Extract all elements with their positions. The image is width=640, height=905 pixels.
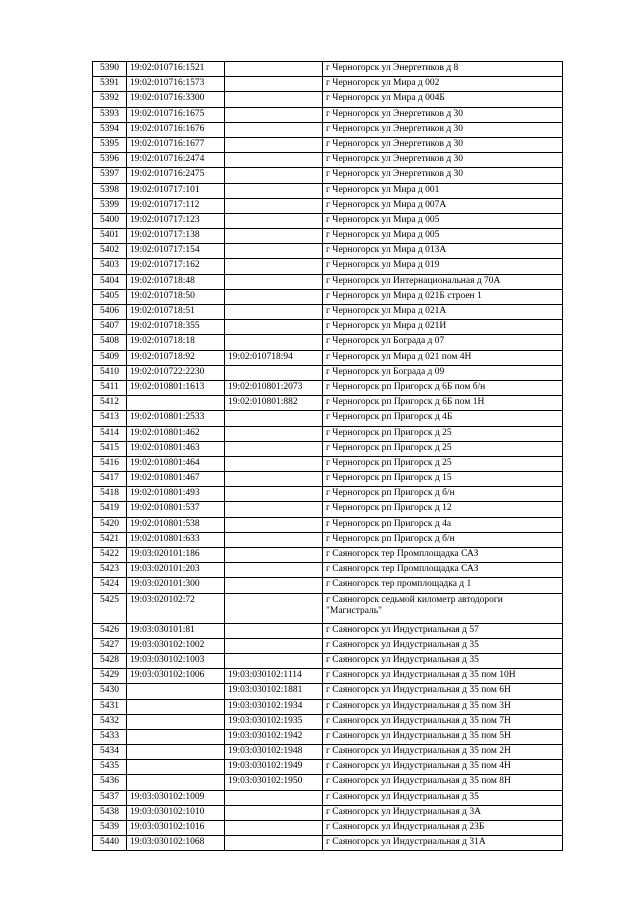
premises-cadastral-number-cell — [225, 153, 323, 168]
address-cell: г Саяногорск ул Индустриальная д 35 пом 6Н — [323, 684, 563, 699]
premises-cadastral-number-cell — [225, 229, 323, 244]
address-cell: г Черногорск рп Пригорск д б/н — [323, 532, 563, 547]
row-number-cell: 5394 — [93, 122, 127, 137]
row-number-cell: 5404 — [93, 274, 127, 289]
row-number-cell: 5435 — [93, 760, 127, 775]
cadastral-number-cell: 19:02:010718:50 — [127, 289, 225, 304]
table-row — [93, 244, 563, 259]
address-cell: г Саяногорск ул Индустриальная д 35 пом 8Н — [323, 775, 563, 790]
cadastral-number-cell: 19:03:030101:81 — [127, 623, 225, 638]
premises-cadastral-number-cell — [225, 411, 323, 426]
address-cell: г Саяногорск ул Индустриальная д 57 — [323, 623, 563, 638]
table-row — [93, 289, 563, 304]
table-row — [93, 77, 563, 92]
row-number-cell: 5433 — [93, 729, 127, 744]
address-cell: г Черногорск рп Пригорск д 12 — [323, 502, 563, 517]
address-cell: г Черногорск рп Пригорск д 4а — [323, 517, 563, 532]
table-row — [93, 532, 563, 547]
premises-cadastral-number-cell: 19:02:010801:882 — [225, 396, 323, 411]
cadastral-number-cell: 19:02:010717:112 — [127, 198, 225, 213]
table-row — [93, 320, 563, 335]
cadastral-number-cell: 19:02:010801:493 — [127, 487, 225, 502]
table-row — [93, 198, 563, 213]
row-number-cell: 5409 — [93, 350, 127, 365]
address-cell: г Черногорск ул Энергетиков д 8 — [323, 62, 563, 77]
table-row — [93, 259, 563, 274]
cadastral-number-cell: 19:02:010717:154 — [127, 244, 225, 259]
table-row — [93, 396, 563, 411]
cadastral-number-cell: 19:02:010716:1573 — [127, 77, 225, 92]
cadastral-number-cell: 19:02:010718:355 — [127, 320, 225, 335]
table-row — [93, 502, 563, 517]
row-number-cell: 5422 — [93, 548, 127, 563]
address-cell: г Черногорск ул Энергетиков д 30 — [323, 122, 563, 137]
premises-cadastral-number-cell — [225, 168, 323, 183]
row-number-cell: 5390 — [93, 62, 127, 77]
cadastral-number-cell: 19:02:010716:3300 — [127, 92, 225, 107]
table-row — [93, 653, 563, 668]
row-number-cell: 5423 — [93, 563, 127, 578]
table-row — [93, 669, 563, 684]
premises-cadastral-number-cell — [225, 836, 323, 851]
cadastral-number-cell — [127, 760, 225, 775]
address-cell: г Черногорск рп Пригорск д 15 — [323, 472, 563, 487]
registry-table-body — [93, 62, 563, 851]
address-cell: г Саяногорск ул Индустриальная д 35 пом 2Н — [323, 745, 563, 760]
row-number-cell: 5396 — [93, 153, 127, 168]
row-number-cell: 5416 — [93, 456, 127, 471]
row-number-cell: 5406 — [93, 305, 127, 320]
premises-cadastral-number-cell — [225, 563, 323, 578]
address-cell: г Черногорск ул Энергетиков д 30 — [323, 168, 563, 183]
table-row — [93, 578, 563, 593]
address-cell: г Черногорск рп Пригорск д 6Б пом 1Н — [323, 396, 563, 411]
address-cell: г Саяногорск ул Индустриальная д 35 — [323, 653, 563, 668]
premises-cadastral-number-cell — [225, 365, 323, 380]
table-row — [93, 122, 563, 137]
table-row — [93, 456, 563, 471]
table-row — [93, 335, 563, 350]
table-row — [93, 168, 563, 183]
address-cell: г Черногорск ул Энергетиков д 30 — [323, 137, 563, 152]
premises-cadastral-number-cell — [225, 426, 323, 441]
premises-cadastral-number-cell — [225, 198, 323, 213]
cadastral-number-cell — [127, 729, 225, 744]
cadastral-number-cell: 19:02:010718:51 — [127, 305, 225, 320]
row-number-cell: 5412 — [93, 396, 127, 411]
cadastral-number-cell: 19:02:010718:92 — [127, 350, 225, 365]
cadastral-number-cell: 19:03:020102:72 — [127, 593, 225, 623]
row-number-cell: 5410 — [93, 365, 127, 380]
address-cell: г Черногорск ул Энергетиков д 30 — [323, 153, 563, 168]
cadastral-number-cell: 19:02:010801:467 — [127, 472, 225, 487]
row-number-cell: 5437 — [93, 790, 127, 805]
table-row — [93, 183, 563, 198]
table-row — [93, 821, 563, 836]
table-row — [93, 350, 563, 365]
table-row — [93, 638, 563, 653]
premises-cadastral-number-cell — [225, 335, 323, 350]
row-number-cell: 5407 — [93, 320, 127, 335]
row-number-cell: 5393 — [93, 107, 127, 122]
premises-cadastral-number-cell — [225, 548, 323, 563]
row-number-cell: 5411 — [93, 380, 127, 395]
cadastral-number-cell: 19:03:020101:186 — [127, 548, 225, 563]
table-row — [93, 836, 563, 851]
address-cell: г Саяногорск тер Промплощадка САЗ — [323, 548, 563, 563]
address-cell: г Саяногорск ул Индустриальная д 35 пом 5Н — [323, 729, 563, 744]
address-cell: г Черногорск ул Мира д 004Б — [323, 92, 563, 107]
row-number-cell: 5414 — [93, 426, 127, 441]
row-number-cell: 5398 — [93, 183, 127, 198]
row-number-cell: 5427 — [93, 638, 127, 653]
cadastral-number-cell: 19:02:010716:2475 — [127, 168, 225, 183]
premises-cadastral-number-cell — [225, 472, 323, 487]
row-number-cell: 5418 — [93, 487, 127, 502]
row-number-cell: 5392 — [93, 92, 127, 107]
row-number-cell: 5438 — [93, 805, 127, 820]
premises-cadastral-number-cell — [225, 456, 323, 471]
address-cell: г Саяногорск ул Индустриальная д 23Б — [323, 821, 563, 836]
premises-cadastral-number-cell — [225, 107, 323, 122]
table-row — [93, 472, 563, 487]
row-number-cell: 5436 — [93, 775, 127, 790]
row-number-cell: 5405 — [93, 289, 127, 304]
premises-cadastral-number-cell — [225, 62, 323, 77]
address-cell: г Саяногорск ул Индустриальная д 35 пом 7Н — [323, 714, 563, 729]
row-number-cell: 5425 — [93, 593, 127, 623]
table-row — [93, 153, 563, 168]
premises-cadastral-number-cell — [225, 805, 323, 820]
premises-cadastral-number-cell — [225, 122, 323, 137]
table-row — [93, 714, 563, 729]
row-number-cell: 5428 — [93, 653, 127, 668]
row-number-cell: 5432 — [93, 714, 127, 729]
premises-cadastral-number-cell — [225, 305, 323, 320]
table-row — [93, 517, 563, 532]
address-cell: г Саяногорск седьмой километр автодороги "Магистраль" — [323, 593, 563, 623]
table-row — [93, 380, 563, 395]
premises-cadastral-number-cell — [225, 289, 323, 304]
table-row — [93, 62, 563, 77]
address-cell: г Черногорск ул Мира д 021 пом 4Н — [323, 350, 563, 365]
premises-cadastral-number-cell — [225, 77, 323, 92]
cadastral-number-cell: 19:02:010717:101 — [127, 183, 225, 198]
premises-cadastral-number-cell — [225, 578, 323, 593]
cadastral-number-cell: 19:03:030102:1009 — [127, 790, 225, 805]
address-cell: г Черногорск ул Мира д 019 — [323, 259, 563, 274]
premises-cadastral-number-cell: 19:03:030102:1942 — [225, 729, 323, 744]
table-row — [93, 548, 563, 563]
address-cell: г Саяногорск ул Индустриальная д 31А — [323, 836, 563, 851]
address-cell: г Саяногорск ул Индустриальная д 35 — [323, 638, 563, 653]
cadastral-number-cell: 19:02:010716:1676 — [127, 122, 225, 137]
cadastral-number-cell: 19:03:030102:1010 — [127, 805, 225, 820]
address-cell: г Черногорск ул Мира д 001 — [323, 183, 563, 198]
premises-cadastral-number-cell — [225, 593, 323, 623]
table-row — [93, 137, 563, 152]
cadastral-number-cell: 19:02:010717:162 — [127, 259, 225, 274]
premises-cadastral-number-cell — [225, 517, 323, 532]
cadastral-number-cell — [127, 775, 225, 790]
table-row — [93, 365, 563, 380]
premises-cadastral-number-cell — [225, 92, 323, 107]
table-row — [93, 229, 563, 244]
table-row — [93, 213, 563, 228]
address-cell: г Саяногорск тер Промплощадка САЗ — [323, 563, 563, 578]
cadastral-number-cell: 19:02:010722:2230 — [127, 365, 225, 380]
address-cell: г Саяногорск ул Индустриальная д 35 пом 10Н — [323, 669, 563, 684]
address-cell: г Саяногорск ул Индустриальная д 35 — [323, 790, 563, 805]
registry-table — [92, 61, 563, 851]
row-number-cell: 5415 — [93, 441, 127, 456]
premises-cadastral-number-cell — [225, 244, 323, 259]
address-cell: г Черногорск ул Мира д 021И — [323, 320, 563, 335]
table-row — [93, 426, 563, 441]
address-cell: г Черногорск ул Интернациональная д 70А — [323, 274, 563, 289]
row-number-cell: 5417 — [93, 472, 127, 487]
premises-cadastral-number-cell — [225, 790, 323, 805]
row-number-cell: 5439 — [93, 821, 127, 836]
premises-cadastral-number-cell — [225, 213, 323, 228]
premises-cadastral-number-cell — [225, 502, 323, 517]
address-cell: г Черногорск рп Пригорск д 4Б — [323, 411, 563, 426]
address-cell: г Саяногорск ул Индустриальная д 35 пом 4Н — [323, 760, 563, 775]
address-cell: г Черногорск рп Пригорск д 25 — [323, 456, 563, 471]
cadastral-number-cell: 19:02:010716:2474 — [127, 153, 225, 168]
row-number-cell: 5434 — [93, 745, 127, 760]
address-cell: г Саяногорск ул Индустриальная д 35 пом 3Н — [323, 699, 563, 714]
row-number-cell: 5431 — [93, 699, 127, 714]
address-cell: г Черногорск ул Мира д 002 — [323, 77, 563, 92]
row-number-cell: 5399 — [93, 198, 127, 213]
cadastral-number-cell: 19:02:010716:1677 — [127, 137, 225, 152]
row-number-cell: 5401 — [93, 229, 127, 244]
premises-cadastral-number-cell: 19:03:030102:1935 — [225, 714, 323, 729]
premises-cadastral-number-cell: 19:03:030102:1934 — [225, 699, 323, 714]
table-row — [93, 623, 563, 638]
premises-cadastral-number-cell — [225, 653, 323, 668]
address-cell: г Черногорск ул Бограда д 07 — [323, 335, 563, 350]
cadastral-number-cell: 19:02:010801:537 — [127, 502, 225, 517]
address-cell: г Черногорск ул Энергетиков д 30 — [323, 107, 563, 122]
address-cell: г Черногорск рп Пригорск д б/н — [323, 487, 563, 502]
address-cell: г Саяногорск ул Индустриальная д 3А — [323, 805, 563, 820]
address-cell: г Черногорск ул Мира д 021А — [323, 305, 563, 320]
address-cell: г Черногорск рп Пригорск д 6Б пом б/н — [323, 380, 563, 395]
row-number-cell: 5429 — [93, 669, 127, 684]
address-cell: г Черногорск ул Мира д 007А — [323, 198, 563, 213]
table-row — [93, 563, 563, 578]
cadastral-number-cell — [127, 699, 225, 714]
premises-cadastral-number-cell: 19:02:010718:94 — [225, 350, 323, 365]
premises-cadastral-number-cell — [225, 274, 323, 289]
cadastral-number-cell: 19:02:010801:633 — [127, 532, 225, 547]
table-row — [93, 441, 563, 456]
cadastral-number-cell: 19:02:010718:48 — [127, 274, 225, 289]
cadastral-number-cell: 19:03:030102:1003 — [127, 653, 225, 668]
table-row — [93, 274, 563, 289]
premises-cadastral-number-cell: 19:02:010801:2073 — [225, 380, 323, 395]
cadastral-number-cell: 19:02:010716:1675 — [127, 107, 225, 122]
premises-cadastral-number-cell — [225, 623, 323, 638]
cadastral-number-cell: 19:03:020101:300 — [127, 578, 225, 593]
table-row — [93, 745, 563, 760]
row-number-cell: 5391 — [93, 77, 127, 92]
cadastral-number-cell: 19:02:010801:464 — [127, 456, 225, 471]
table-row — [93, 305, 563, 320]
table-row — [93, 790, 563, 805]
table-row — [93, 92, 563, 107]
table-row — [93, 411, 563, 426]
cadastral-number-cell: 19:03:030102:1016 — [127, 821, 225, 836]
row-number-cell: 5421 — [93, 532, 127, 547]
premises-cadastral-number-cell — [225, 183, 323, 198]
premises-cadastral-number-cell: 19:03:030102:1949 — [225, 760, 323, 775]
cadastral-number-cell — [127, 684, 225, 699]
cadastral-number-cell: 19:03:020101:203 — [127, 563, 225, 578]
premises-cadastral-number-cell — [225, 821, 323, 836]
cadastral-number-cell: 19:02:010801:2533 — [127, 411, 225, 426]
row-number-cell: 5403 — [93, 259, 127, 274]
premises-cadastral-number-cell — [225, 638, 323, 653]
table-row — [93, 699, 563, 714]
premises-cadastral-number-cell — [225, 441, 323, 456]
address-cell: г Черногорск ул Мира д 013А — [323, 244, 563, 259]
address-cell: г Черногорск ул Мира д 005 — [323, 229, 563, 244]
row-number-cell: 5440 — [93, 836, 127, 851]
premises-cadastral-number-cell: 19:03:030102:1948 — [225, 745, 323, 760]
table-row — [93, 593, 563, 623]
row-number-cell: 5424 — [93, 578, 127, 593]
table-row — [93, 107, 563, 122]
address-cell: г Черногорск рп Пригорск д 25 — [323, 441, 563, 456]
cadastral-number-cell: 19:03:030102:1006 — [127, 669, 225, 684]
cadastral-number-cell — [127, 714, 225, 729]
address-cell: г Саяногорск тер промплощадка д 1 — [323, 578, 563, 593]
cadastral-number-cell: 19:02:010717:123 — [127, 213, 225, 228]
address-cell: г Черногорск рп Пригорск д 25 — [323, 426, 563, 441]
cadastral-number-cell: 19:02:010801:462 — [127, 426, 225, 441]
cadastral-number-cell: 19:02:010716:1521 — [127, 62, 225, 77]
row-number-cell: 5400 — [93, 213, 127, 228]
address-cell: г Черногорск ул Мира д 005 — [323, 213, 563, 228]
table-row — [93, 805, 563, 820]
table-row — [93, 684, 563, 699]
row-number-cell: 5402 — [93, 244, 127, 259]
row-number-cell: 5397 — [93, 168, 127, 183]
table-row — [93, 729, 563, 744]
address-cell: г Черногорск ул Мира д 021Б строен 1 — [323, 289, 563, 304]
cadastral-number-cell: 19:02:010801:538 — [127, 517, 225, 532]
address-cell: г Черногорск ул Бограда д 09 — [323, 365, 563, 380]
cadastral-number-cell: 19:03:030102:1002 — [127, 638, 225, 653]
cadastral-number-cell: 19:02:010718:18 — [127, 335, 225, 350]
row-number-cell: 5408 — [93, 335, 127, 350]
premises-cadastral-number-cell — [225, 320, 323, 335]
cadastral-number-cell: 19:02:010801:463 — [127, 441, 225, 456]
cadastral-number-cell — [127, 396, 225, 411]
cadastral-number-cell: 19:03:030102:1068 — [127, 836, 225, 851]
premises-cadastral-number-cell: 19:03:030102:1881 — [225, 684, 323, 699]
row-number-cell: 5395 — [93, 137, 127, 152]
row-number-cell: 5413 — [93, 411, 127, 426]
table-row — [93, 775, 563, 790]
table-row — [93, 487, 563, 502]
cadastral-number-cell: 19:02:010717:138 — [127, 229, 225, 244]
cadastral-number-cell — [127, 745, 225, 760]
row-number-cell: 5426 — [93, 623, 127, 638]
cadastral-number-cell: 19:02:010801:1613 — [127, 380, 225, 395]
row-number-cell: 5430 — [93, 684, 127, 699]
premises-cadastral-number-cell: 19:03:030102:1114 — [225, 669, 323, 684]
row-number-cell: 5420 — [93, 517, 127, 532]
row-number-cell: 5419 — [93, 502, 127, 517]
premises-cadastral-number-cell — [225, 487, 323, 502]
premises-cadastral-number-cell — [225, 532, 323, 547]
premises-cadastral-number-cell — [225, 259, 323, 274]
table-row — [93, 760, 563, 775]
premises-cadastral-number-cell — [225, 137, 323, 152]
premises-cadastral-number-cell: 19:03:030102:1950 — [225, 775, 323, 790]
